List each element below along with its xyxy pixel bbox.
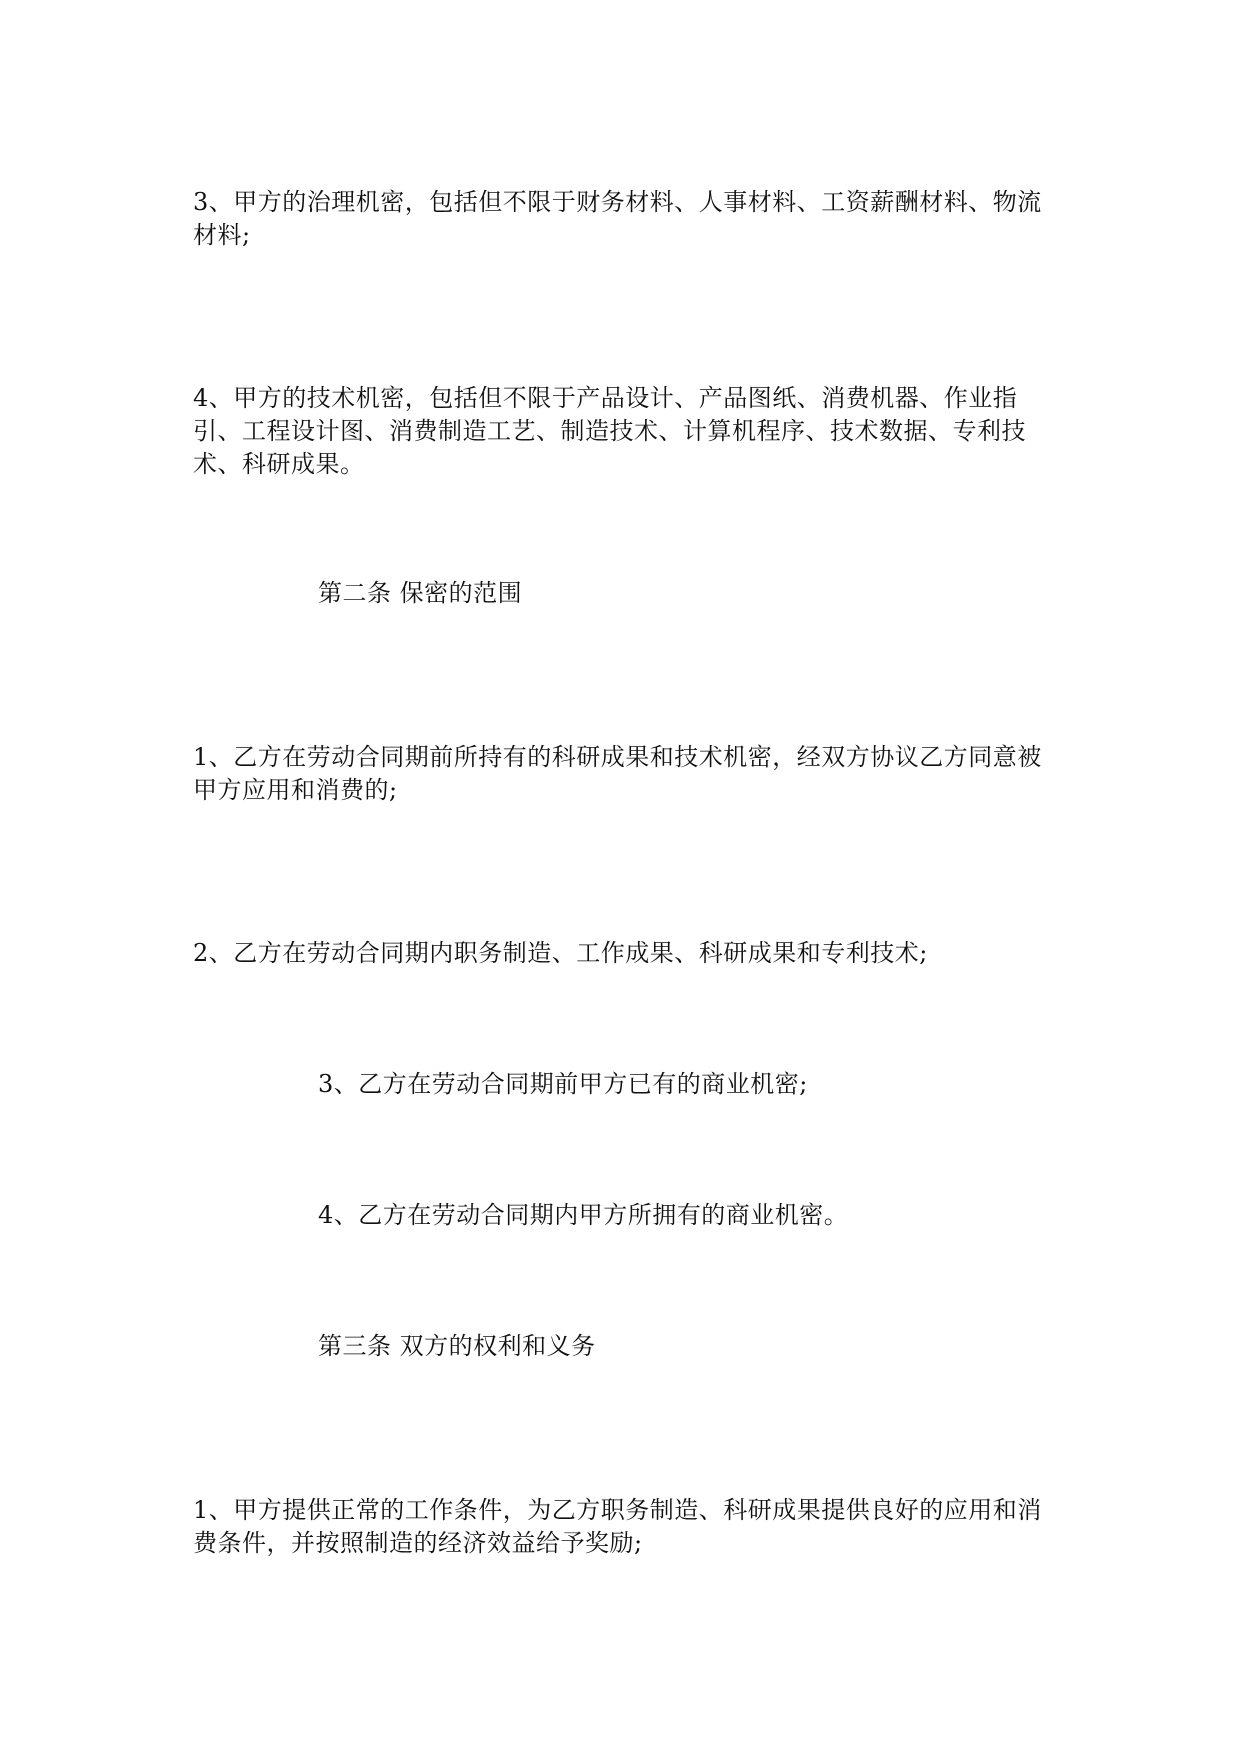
paragraph-1-rights-obligations: 1、甲方提供正常的工作条件，为乙方职务制造、科研成果提供良好的应用和消费条件，并按照制造的经济效益给予奖励; — [193, 1496, 1042, 1557]
section-heading-article-2: 第二条 保密的范围 — [318, 579, 523, 607]
paragraph-2-scope: 2、乙方在劳动合同期内职务制造、工作成果、科研成果和专利技术; — [193, 939, 928, 967]
section-heading-article-3: 第三条 双方的权利和义务 — [318, 1332, 596, 1360]
paragraph-3-scope: 3、乙方在劳动合同期前甲方已有的商业机密; — [318, 1070, 808, 1098]
paragraph-4-technical-secrets: 4、甲方的技术机密，包括但不限于产品设计、产品图纸、消费机器、作业指引、工程设计图、消费制造工艺、制造技术、计算机程序、技术数据、专利技术、科研成果。 — [193, 384, 1026, 478]
paragraph-1-scope: 1、乙方在劳动合同期前所持有的科研成果和技术机密，经双方协议乙方同意被甲方应用和消费的; — [193, 743, 1042, 804]
paragraph-3-management-secrets: 3、甲方的治理机密，包括但不限于财务材料、人事材料、工资薪酬材料、物流材料; — [193, 188, 1042, 249]
paragraph-4-scope: 4、乙方在劳动合同期内甲方所拥有的商业机密。 — [318, 1201, 849, 1229]
